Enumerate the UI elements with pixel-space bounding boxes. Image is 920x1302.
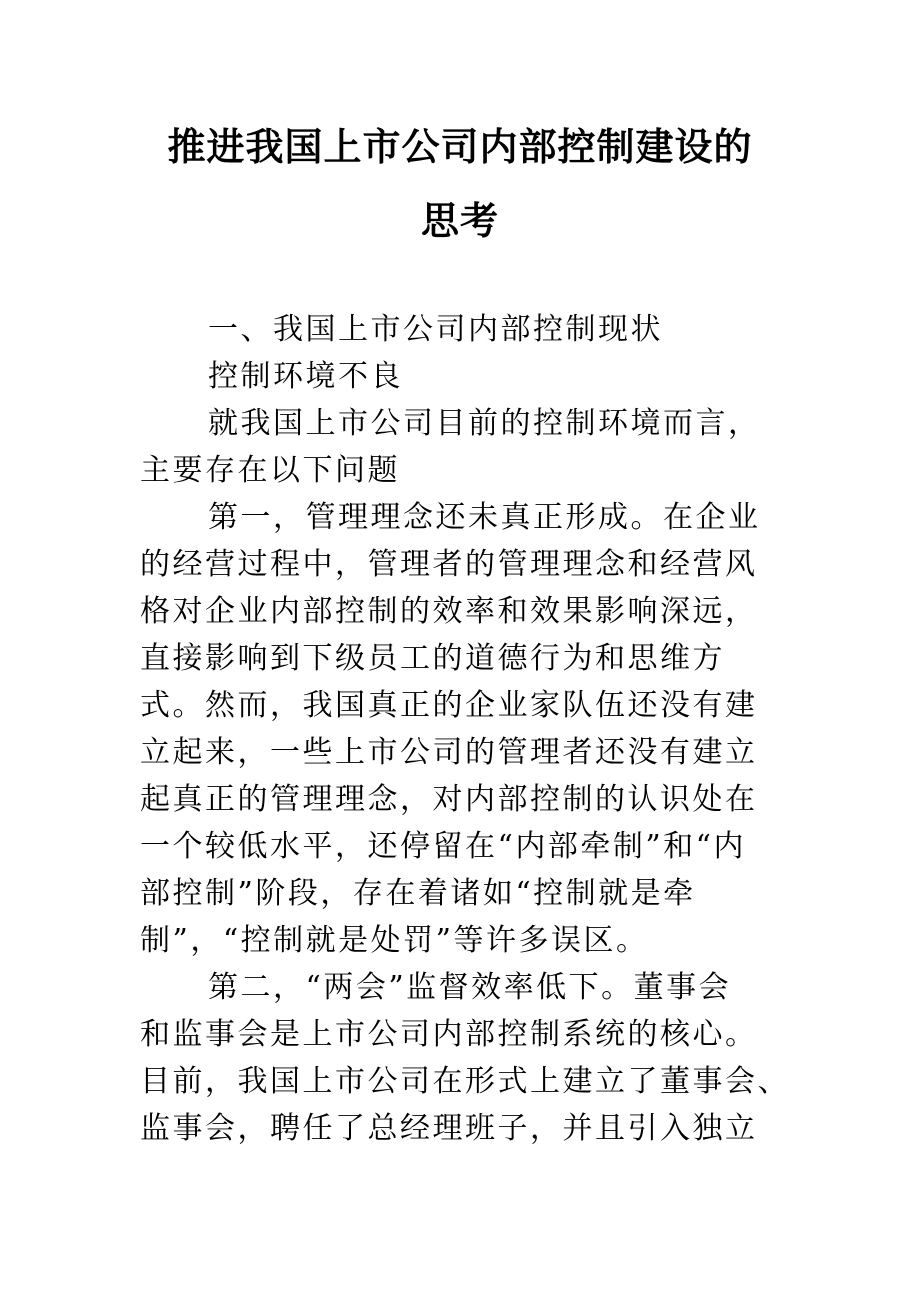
paragraph-line: 监事会，聘任了总经理班子，并且引入独立	[140, 1111, 758, 1146]
paragraph-line: 立起来，一些上市公司的管理者还没有建立	[140, 735, 758, 770]
paragraph-line: 第一，管理理念还未真正形成。在企业	[208, 500, 761, 535]
paragraph-line: 就我国上市公司目前的控制环境而言，	[208, 406, 761, 441]
paragraph-line: 主要存在以下问题	[140, 453, 400, 488]
paragraph-line: 起真正的管理理念，对内部控制的认识处在	[140, 782, 758, 817]
paragraph-line: 第二，“两会”监督效率低下。董事会	[208, 970, 732, 1005]
paragraph-line: 部控制”阶段，存在着诸如“控制就是牵	[140, 876, 696, 911]
section-heading: 一、我国上市公司内部控制现状	[208, 312, 663, 347]
paragraph-line: 格对企业内部控制的效率和效果影响深远，	[140, 594, 758, 629]
document-title-line-2: 思考	[420, 199, 499, 243]
paragraph-line: 目前，我国上市公司在形式上建立了董事会、	[140, 1064, 790, 1099]
paragraph-line: 和监事会是上市公司内部控制系统的核心。	[140, 1017, 758, 1052]
paragraph-line: 直接影响到下级员工的道德行为和思维方	[140, 641, 725, 676]
document-title-line-1: 推进我国上市公司内部控制建设的	[167, 125, 753, 169]
paragraph-line: 式。然而，我国真正的企业家队伍还没有建	[140, 688, 758, 723]
paragraph-line: 制”，“控制就是处罚”等许多误区。	[140, 923, 649, 958]
subheading: 控制环境不良	[208, 359, 403, 394]
paragraph-line: 的经营过程中，管理者的管理理念和经营风	[140, 547, 758, 582]
paragraph-line: 一个较低水平，还停留在“内部牵制”和“内	[140, 829, 747, 864]
